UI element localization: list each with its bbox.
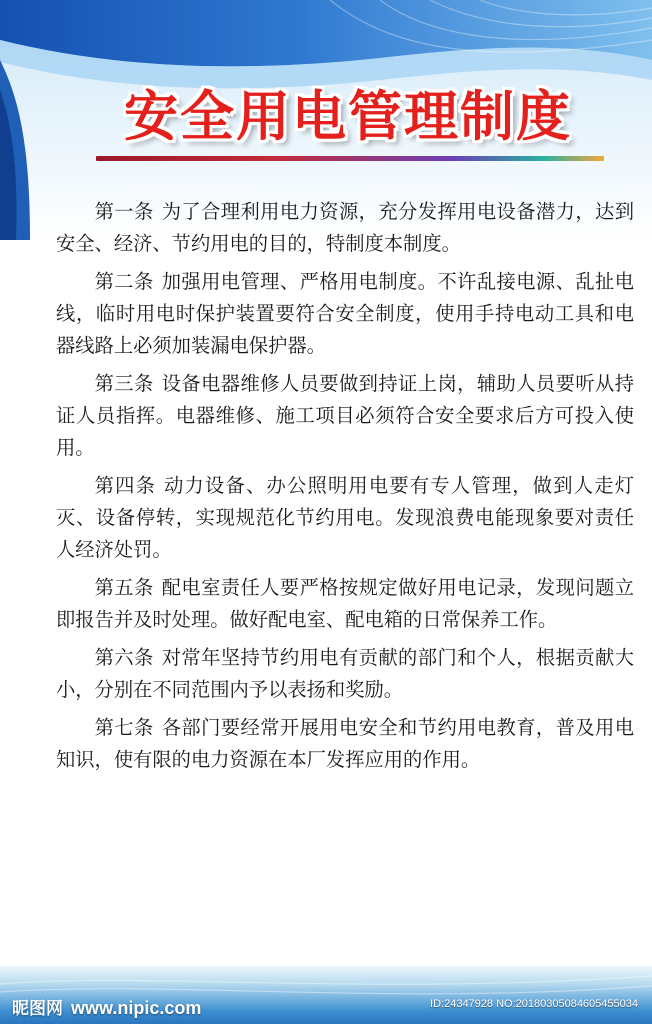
page-title: 安全用电管理制度: [124, 85, 572, 148]
site-url: www.nipic.com: [71, 998, 202, 1018]
article-number: 第七条: [94, 716, 154, 739]
article-4: [56, 470, 634, 566]
title-block: [88, 82, 608, 170]
logo-text: 昵图网: [12, 999, 63, 1019]
article-text: 设备电器维修人员要做到持证上岗，辅助人员要听从持证人员指挥。电器维修、施工项目必须符合安全要求后方可投入使用。: [56, 372, 634, 459]
article-text: 加强用电管理、严格用电制度。不许乱接电源、乱扯电线，临时用电时保护装置要符合安全制度，使用手持电动工具和电器线路上必须加装漏电保护器。: [56, 270, 634, 357]
article-2: [56, 266, 634, 362]
article-text: 对常年坚持节约用电有贡献的部门和个人，根据贡献大小，分别在不同范围内予以表扬和奖励。: [56, 646, 634, 701]
article-number: 第六条: [94, 646, 154, 669]
article-number: 第一条: [94, 200, 154, 223]
watermark-logo: [12, 994, 201, 1019]
article-5: [56, 572, 634, 636]
article-number: 第二条: [94, 270, 154, 293]
article-number: 第三条: [94, 372, 154, 395]
article-6: [56, 642, 634, 706]
watermark-meta: ID:24347928 NO:20180305084605455034: [430, 998, 638, 1010]
regulation-body: [56, 196, 634, 782]
article-text: 各部门要经常开展用电安全和节约用电教育，普及用电知识，使有限的电力资源在本厂发挥应用的作用。: [56, 716, 634, 771]
article-text: 配电室责任人要严格按规定做好用电记录，发现问题立即报告并及时处理。做好配电室、配电箱的日常保养工作。: [56, 576, 634, 631]
article-1: [56, 196, 634, 260]
title-underline: [96, 156, 604, 161]
article-number: 第五条: [94, 576, 154, 599]
article-text: 动力设备、办公照明用电要有专人管理，做到人走灯灭、设备停转，实现规范化节约用电。发现浪费电能现象要对责任人经济处罚。: [56, 474, 635, 561]
article-number: 第四条: [94, 474, 157, 497]
article-3: [56, 368, 634, 464]
article-text: 为了合理利用电力资源，充分发挥用电设备潜力，达到安全、经济、节约用电的目的，特制度本制度。: [56, 200, 634, 255]
article-7: [56, 712, 634, 776]
